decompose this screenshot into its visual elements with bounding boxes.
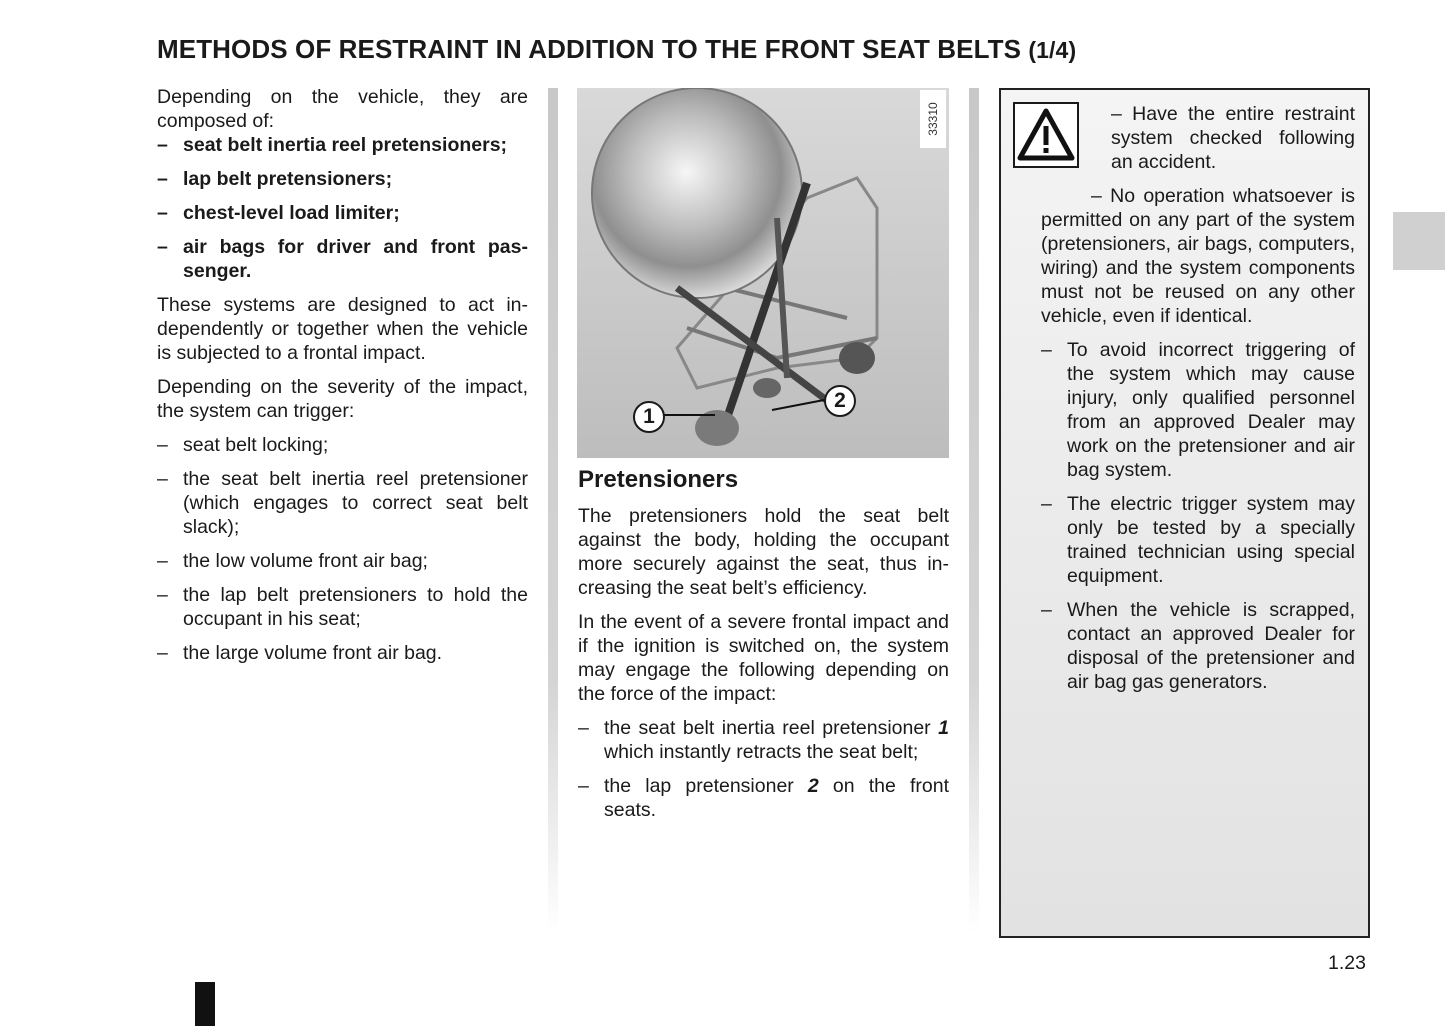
reel-2 [839,342,875,374]
warning-item: – No operation whatsoever is permitted on any part of the system (pretensioners, air bags, computers, wiring) and the system components must not be reused on any other vehicle, even if identical. [1041,185,1355,327]
engage-list [578,716,949,822]
intro-text: Depending on the vehicle, they are composed of: [157,86,528,132]
list-item: – The electric trigger system may only be tested by a specially trained technician using special equipment. [1041,492,1355,588]
page-number: 1.23 [1328,952,1366,974]
systems-paragraph: These systems are designed to act independently or together when the vehicle is subjected to a frontal impact. [157,294,528,364]
list-item: – lap belt pretensioners; [157,167,528,191]
column-separator [548,88,558,933]
components-list [157,133,528,283]
page-edge-marker [195,982,215,1026]
buckle [753,378,781,398]
page-title: METHODS OF RESTRAINT IN ADDITION TO THE FRONT SEAT BELTS (1/4) [157,34,1077,64]
list-item: – chest-level load limiter; [157,201,528,225]
pretensioner-illustration [577,88,949,458]
airbag [592,88,802,298]
warning-item: – Have the entire restraint system checked following an accident. [1111,103,1355,173]
leader-2 [772,400,824,410]
page-title-part: (1/4) [1028,37,1077,63]
list-item: – To avoid incorrect triggering of the system which may cause injury, only qualified personnel from an approved Dealer may work on the pretensioner and air bag system. [1041,338,1355,482]
callout-2: 2 [824,385,856,417]
impact-paragraph: In the event of a severe frontal impact and if the ignition is switched on, the system may engage the following depending on the force of the impact: [578,611,949,705]
left-column [157,85,528,675]
severity-paragraph: Depending on the severity of the impact, the system can trigger: [157,376,528,422]
warning-list [1041,338,1355,694]
seat-airbag-drawing [577,88,949,458]
list-item: – the low volume front air bag; [157,549,528,573]
warning-box [999,88,1370,938]
list-item: – the seat belt inertia reel pretensioner (which engages to correct seat belt slack); [157,467,528,539]
list-item: – the lap belt pretensioners to hold the occupant in his seat; [157,583,528,631]
pretensioners-paragraph: The pretensioners hold the seat belt against the body, holding the occupant more securely against the seat, thus increasing the seat belt’s efficiency. [578,505,949,599]
list-item: – seat belt locking; [157,433,528,457]
list-item: – the seat belt inertia reel pretensioner 1 which instantly retracts the seat belt; [578,716,949,764]
list-item: – seat belt inertia reel pretensioners; [157,133,528,157]
list-item: – the lap pretensioner 2 on the front seats. [578,774,949,822]
middle-column [578,466,949,832]
section-heading: Pretensioners [578,466,739,493]
list-item: – When the vehicle is scrapped, contact an approved Dealer for disposal of the pretensioner and air bag gas generators. [1041,598,1355,694]
column-separator [969,88,979,933]
figure-reference: 33310 [920,90,946,148]
warning-content [1041,102,1355,704]
callout-1: 1 [633,401,665,433]
triggers-list [157,433,528,665]
list-item: – the large volume front air bag. [157,641,528,665]
list-item: – air bags for driver and front passenger. [157,235,528,283]
chapter-tab [1393,212,1445,270]
